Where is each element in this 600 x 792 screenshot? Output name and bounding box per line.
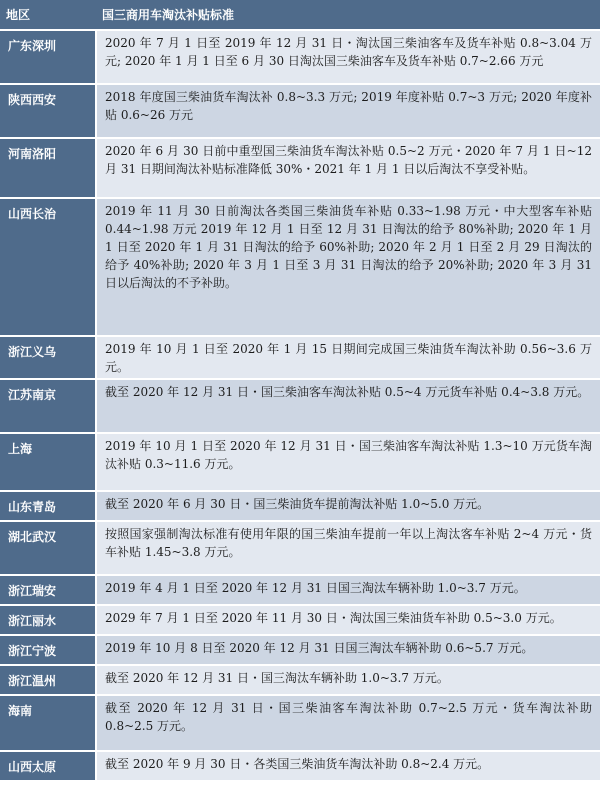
table-row xyxy=(0,84,600,138)
standard-cell: 2029 年 7 月 1 日至 2020 年 11 月 30 日・淘汰国三柴油货车补助 0.5~3.0 万元。 xyxy=(96,605,600,635)
standard-cell: 按照国家强制淘汰标准有使用年限的国三柴油车提前一年以上淘汰客车补贴 2~4 万元・货车补贴 1.45~3.8 万元。 xyxy=(96,521,600,575)
table-row xyxy=(0,336,600,379)
table-row xyxy=(0,30,600,84)
table-row xyxy=(0,635,600,665)
standard-cell: 2019 年 10 月 1 日至 2020 年 1 月 15 日期间完成国三柴油货车淘汰补助 0.56~3.6 万元。 xyxy=(96,336,600,379)
table-row xyxy=(0,521,600,575)
region-cell: 浙江温州 xyxy=(0,665,96,695)
standard-cell: 2019 年 10 月 1 日至 2020 年 12 月 31 日・国三柴油客车淘汰补贴 1.3~10 万元货车淘汰补贴 0.3~11.6 万元。 xyxy=(96,433,600,491)
standard-cell: 截至 2020 年 9 月 30 日・各类国三柴油货车淘汰补助 0.8~2.4 万元。 xyxy=(96,751,600,781)
region-column-header: 地区 xyxy=(0,0,96,30)
region-cell: 山西长治 xyxy=(0,198,96,336)
standard-cell: 2020 年 7 月 1 日至 2019 年 12 月 31 日・淘汰国三柴油客车及货车补贴 0.8~3.04 万元; 2020 年 1 月 1 日至 6 月 30 日淘汰国三柴油客车及货车补贴 0.7~2.66 万元 xyxy=(96,30,600,84)
standard-cell: 截至 2020 年 6 月 30 日・国三柴油货车提前淘汰补贴 1.0~5.0 万元。 xyxy=(96,491,600,521)
standard-cell: 2019 年 4 月 1 日至 2020 年 12 月 31 日国三淘汰车辆补助 1.0~3.7 万元。 xyxy=(96,575,600,605)
table-row xyxy=(0,433,600,491)
table-row xyxy=(0,605,600,635)
table-row xyxy=(0,379,600,433)
table-row xyxy=(0,138,600,198)
region-cell: 江苏南京 xyxy=(0,379,96,433)
region-cell: 浙江丽水 xyxy=(0,605,96,635)
table-row xyxy=(0,491,600,521)
standard-cell: 2019 年 10 月 8 日至 2020 年 12 月 31 日国三淘汰车辆补助 0.6~5.7 万元。 xyxy=(96,635,600,665)
standard-cell: 截至 2020 年 12 月 31 日・国三柴油客车淘汰补贴 0.5~4 万元货车补贴 0.4~3.8 万元。 xyxy=(96,379,600,433)
standard-cell: 截至 2020 年 12 月 31 日・国三淘汰车辆补助 1.0~3.7 万元。 xyxy=(96,665,600,695)
standard-cell: 2018 年度国三柴油货车淘汰补 0.8~3.3 万元; 2019 年度补贴 0.7~3 万元; 2020 年度补贴 0.6~26 万元 xyxy=(96,84,600,138)
region-cell: 浙江宁波 xyxy=(0,635,96,665)
standard-cell: 2020 年 6 月 30 日前中重型国三柴油货车淘汰补贴 0.5~2 万元・2020 年 7 月 1 日~12 月 31 日期间淘汰补贴标准降低 30%・2021 年 1 月 1 日以后淘汰不享受补贴。 xyxy=(96,138,600,198)
table-row xyxy=(0,665,600,695)
region-cell: 广东深圳 xyxy=(0,30,96,84)
table-row xyxy=(0,575,600,605)
region-cell: 山东青岛 xyxy=(0,491,96,521)
region-cell: 浙江瑞安 xyxy=(0,575,96,605)
table-row xyxy=(0,751,600,781)
table-header-row xyxy=(0,0,600,30)
region-cell: 海南 xyxy=(0,695,96,751)
table-row xyxy=(0,695,600,751)
region-cell: 湖北武汉 xyxy=(0,521,96,575)
region-cell: 上海 xyxy=(0,433,96,491)
table-row xyxy=(0,198,600,336)
region-cell: 山西太原 xyxy=(0,751,96,781)
region-cell: 浙江义乌 xyxy=(0,336,96,379)
region-cell: 河南洛阳 xyxy=(0,138,96,198)
standard-column-header: 国三商用车淘汰补贴标准 xyxy=(96,0,600,30)
standard-cell: 截至 2020 年 12 月 31 日・国三柴油客车淘汰补助 0.7~2.5 万元・货车淘汰补助 0.8~2.5 万元。 xyxy=(96,695,600,751)
standard-cell: 2019 年 11 月 30 日前淘汰各类国三柴油货车补贴 0.33~1.98 万元・中大型客车补贴 0.44~1.98 万元 2019 年 12 月 1 日至 12 月 31 日淘汰的给予 80%补助; 2020 年 1 月 1 日至 2020 年 1 月 31 日淘汰的给予 60%补助; 2020 年 2 月 1 日至 2 月 29 日淘汰的给予 40%补助; 2020 年 3 月 1 日至 3 月 31 日淘汰的给予 20%补助; 2020 年 3 月 31 日以后淘汰的不予补助。 xyxy=(96,198,600,336)
region-cell: 陕西西安 xyxy=(0,84,96,138)
